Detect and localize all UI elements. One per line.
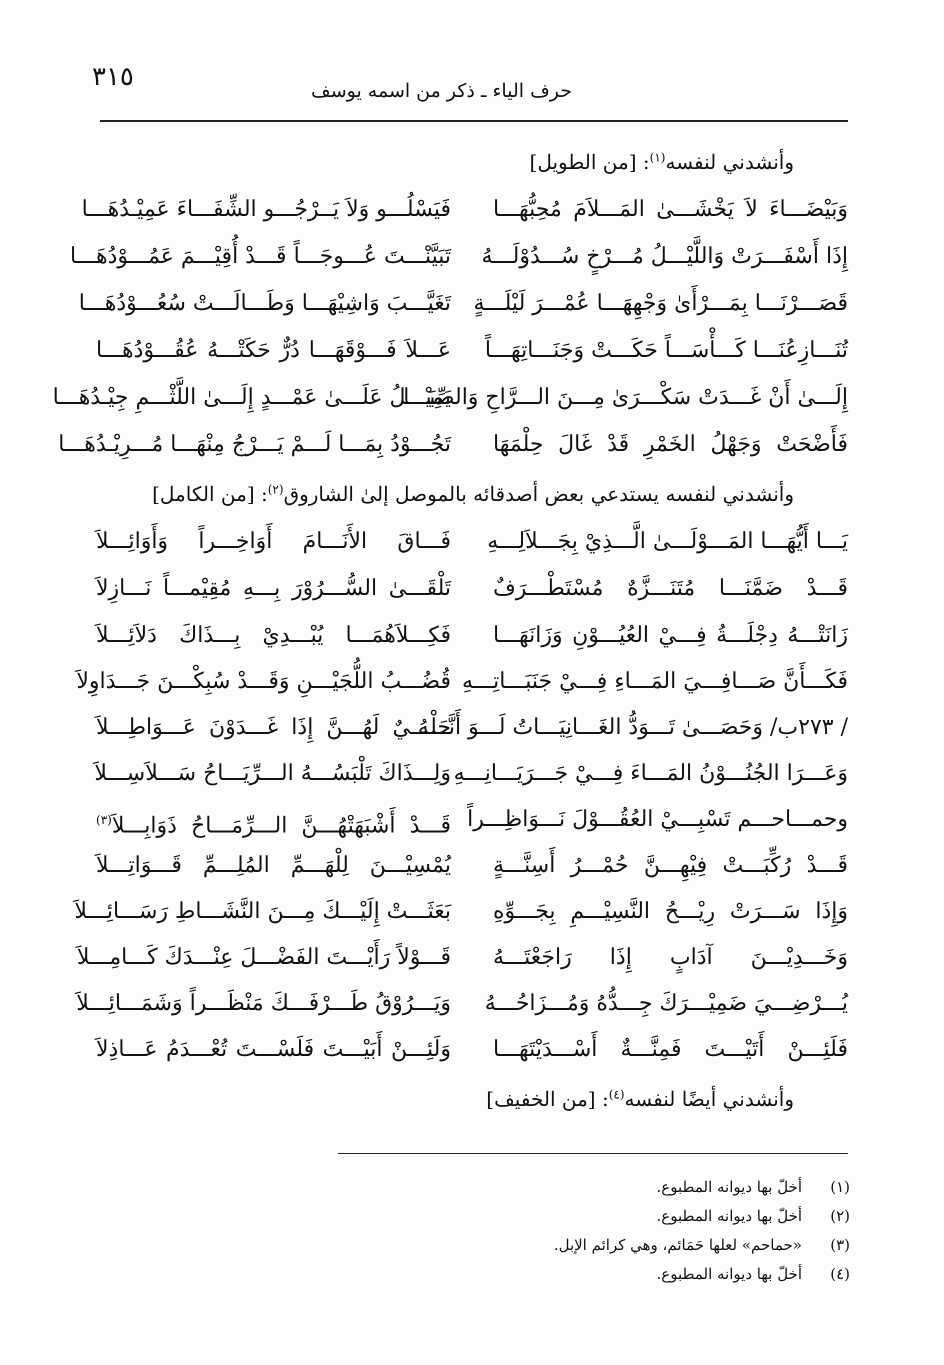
verse-hemistich-left: يَمِيْـــلُ عَلَـــىٰ عَمْـــدٍ إِلَـــىٰ اللَّثْـــمِ جِيْـدُهَـــا xyxy=(52,385,451,410)
verse-hemistich-right: قَـــدْ رُكِّبَـــتْ فِيْهِـــنَّ حُمْـــرُ أَسِنَّـــةٍ xyxy=(493,853,848,878)
hemistich-text: قَـــدْ أَشْبَهَتْهُـــنَّ الـــرِّمَـــاحُ ذَوَابِـــلاَ xyxy=(111,813,451,839)
footnote-number: (٣) xyxy=(830,1236,850,1254)
verse-hemistich-right: فَأَضْحَتْ وَجَهْلُ الخَمْرِ قَدْ غَالَ حِلْمَهَا xyxy=(493,432,848,457)
verse-hemistich-left: عَـــلاَ فَـــوْقَهَـــا دُرٌّ حَكَتْـــهُ عُقُـــوْدُهَـــا xyxy=(96,338,451,363)
verse-hemistich-right: وحمـــاحـــم تَسْبِـــيْ العُقُـــوْلَ نَـــوَاظِـــراً xyxy=(467,807,848,832)
verse-hemistich-right: فَلَئِـــنْ أَتَيْـــتَ فَمِنَّـــةٌ أَسْـــدَيْتَهَـــا xyxy=(493,1037,848,1062)
verse-hemistich-left: فَـــاقَ الأَنَـــامَ أَوَاخِـــراً وَأَوَائِـــلاَ xyxy=(96,529,451,554)
meter-label: : [من الخفيف] xyxy=(486,1087,609,1111)
verse-hemistich-left: تَبَيَّنْـــتَ عُـــوجَـــاً قَـــدْ أُقِيْـــمَ عَمُـــوْدُهَـــا xyxy=(69,244,451,269)
verse-hemistich-left: فَكِـــلاَهُمَـــا يُبْـــدِيْ بِـــذَاكَ دَلاَئِـــلاَ xyxy=(96,623,451,648)
footnote-number: (٢) xyxy=(830,1207,850,1225)
footnote-text: أخلّ بها ديوانه المطبوع. xyxy=(656,1207,802,1225)
intro-text: وأنشدني لنفسه يستدعي بعض أصدقائه بالموصل إلىٰ الشاروق xyxy=(283,482,794,506)
section-3-intro xyxy=(486,1087,794,1111)
verse-hemistich-left: حَلْـــيٌ لَهُـــنَّ إِذَا غَـــدَوْنَ عَـــوَاطِـــلاَ xyxy=(96,715,451,740)
verse-hemistich-left: قُضُـــبُ اللُّجَيْـــنِ وَقَـــدْ سُبِكْـــنَ جَـــدَاوِلاَ xyxy=(76,669,451,694)
intro-text: وأنشدني أيضًا لنفسه xyxy=(624,1087,794,1111)
footnote xyxy=(657,1265,850,1283)
verse-hemistich-left: يُمْسِيْـــنَ لِلْهَـــمِّ المُلِـــمِّ قَـــوَاتِـــلاَ xyxy=(96,853,451,878)
section-1-intro xyxy=(530,150,794,174)
footnote xyxy=(657,1178,850,1196)
intro-text: وأنشدني لنفسه xyxy=(665,150,794,174)
verse-hemistich-right: وَعَـــرَا الجُنُـــوْنُ المَـــاءَ فِـــيْ جَـــرَيَـــانِـــهِ xyxy=(453,761,848,786)
footnote-ref: (٢) xyxy=(267,482,284,497)
section-2-intro xyxy=(152,482,794,506)
verse-hemistich-right: يَـــا أَيُّهَـــا المَـــوْلَـــىٰ الَّـــذِيْ بِجَـــلاَلِـــهِ xyxy=(487,529,848,554)
footnote-rule xyxy=(338,1153,848,1154)
verse-hemistich-left xyxy=(96,802,451,838)
verse-hemistich-right: إِلَـــىٰ أَنْ غَـــدَتْ سَكْـــرَىٰ مِـــنَ الـــرَّاحِ وَالصِّبَـــا xyxy=(403,385,848,410)
verse-hemistich-left: وَيَـــرُوْقُ طَـــرْفَـــكَ مَنْظَـــراً وَشَمَـــائِـــلاَ xyxy=(76,991,451,1016)
verse-hemistich-left: وَلَئِـــنْ أَبَيْـــتَ فَلَسْـــتَ تُعْـــدَمُ عَـــاذِلاَ xyxy=(96,1037,451,1062)
verse-hemistich-left: تَلْقَـــىٰ السُّـــرُوْرَ بِـــهِ مُقِيْمـــاً نَـــازِلاَ xyxy=(96,576,451,601)
verse-hemistich-right: فَكَـــأَنَّ صَـــافِـــيَ المَـــاءِ فِـــيْ جَنَبَـــاتِـــهِ xyxy=(461,669,848,694)
footnote-text: أخلّ بها ديوانه المطبوع. xyxy=(656,1265,802,1283)
verse-hemistich-right: قَـــدْ ضَمَّنَـــا مُتَنَـــزَّهٌ مُسْتَطْـــرَفٌ xyxy=(493,576,848,601)
footnote-text: «حماحم» لعلها حَمَائم، وهي كرائم الإبل. xyxy=(553,1236,802,1254)
verse-hemistich-left: بَعَثَـــتْ إِلَيْـــكَ مِـــنَ النَّشَـــاطِ رَسَـــائِـــلاَ xyxy=(74,899,451,924)
verse-hemistich-left: تَغَيَّـــبَ وَاشِيْهَـــا وَطَـــالَـــتْ سُعُـــوْدُهَـــا xyxy=(78,291,451,316)
verse-hemistich-left: قَـــوْلاً رَأَيْـــتَ الفَضْـــلَ عِنْـــدَكَ كَـــامِـــلاَ xyxy=(76,945,451,970)
verse-hemistich-right: يُـــرْضِـــيَ ضَمِيْـــرَكَ جِـــدُّهُ وَمُـــزَاحُـــهُ xyxy=(484,991,848,1016)
footnote-number: (١) xyxy=(830,1178,850,1196)
footnote xyxy=(554,1236,850,1254)
verse-hemistich-right: وَإِذَا سَـــرَتْ رِيْـــحُ النَّسِيْـــمِ بِجَـــوِّهِ xyxy=(493,899,848,924)
verse-hemistich-left: تَجُـــوْدُ بِمَـــا لَـــمْ يَـــرْجُ مِنْهَـــا مُـــرِيْـدُهَـــا xyxy=(58,432,451,457)
meter-label: : [من الطويل] xyxy=(529,150,650,174)
footnote-text: أخلّ بها ديوانه المطبوع. xyxy=(656,1178,802,1196)
header-rule xyxy=(100,120,848,122)
footnote xyxy=(657,1207,850,1225)
meter-label: : [من الكامل] xyxy=(152,482,268,506)
verse-hemistich-right: قَصَـــرْنَـــا بِمَـــرْأَىٰ وَجْهِهَـــا عُمْـــرَ لَيْلَـــةٍ xyxy=(473,291,848,316)
verse-hemistich-right: تُنَـــازِعُنَـــا كَـــأْسَـــاً حَكَـــتْ وَجَنَـــاتِهَـــاً xyxy=(484,338,848,363)
verse-hemistich-right: زَانَتْـــهُ دِجْلَـــةُ فِـــيْ العُيُـــوْنِ وَزَانَهَـــا xyxy=(493,623,848,648)
footnote-ref: (٣) xyxy=(96,813,112,827)
page-number: ٣١٥ xyxy=(92,62,134,92)
verse-hemistich-left: وَلِـــذَاكَ تَلْبَسُـــهُ الـــرِّيَـــاحُ سَـــلاَسِـــلاَ xyxy=(94,761,451,786)
running-head: حرف الياء ـ ذكر من اسمه يوسف xyxy=(311,80,572,102)
verse-hemistich-left: فَيَسْلُـــو وَلاَ يَــرْجُـــو الشِّفَـــاءَ عَمِيْـدُهَـــا xyxy=(81,197,451,222)
verse-hemistich-right: إِذَا أَسْفَـــرَتْ وَاللَّيْـــلُ مُـــرْخٍ سُـــدُوْلَـــهُ xyxy=(481,244,848,269)
verse-hemistich-right: / ٢٧٣ب/ وَحَصَـــىٰ تَـــوَدُّ الغَـــانِيَـــاتُ لَـــوَ أَنَّـــهُ xyxy=(417,715,848,740)
verse-hemistich-right: وَبَيْضَـــاءَ لاَ يَخْشَـــىٰ المَـــلاَمَ مُحِبُّهَـــا xyxy=(493,197,848,222)
footnote-ref: (٤) xyxy=(608,1087,625,1102)
footnote-ref: (١) xyxy=(649,150,666,165)
footnote-number: (٤) xyxy=(830,1265,850,1283)
verse-hemistich-right: وَخَـــدِيْـــنَ آدَابٍ إِذَا رَاجَعْتَـــهُ xyxy=(493,945,848,970)
